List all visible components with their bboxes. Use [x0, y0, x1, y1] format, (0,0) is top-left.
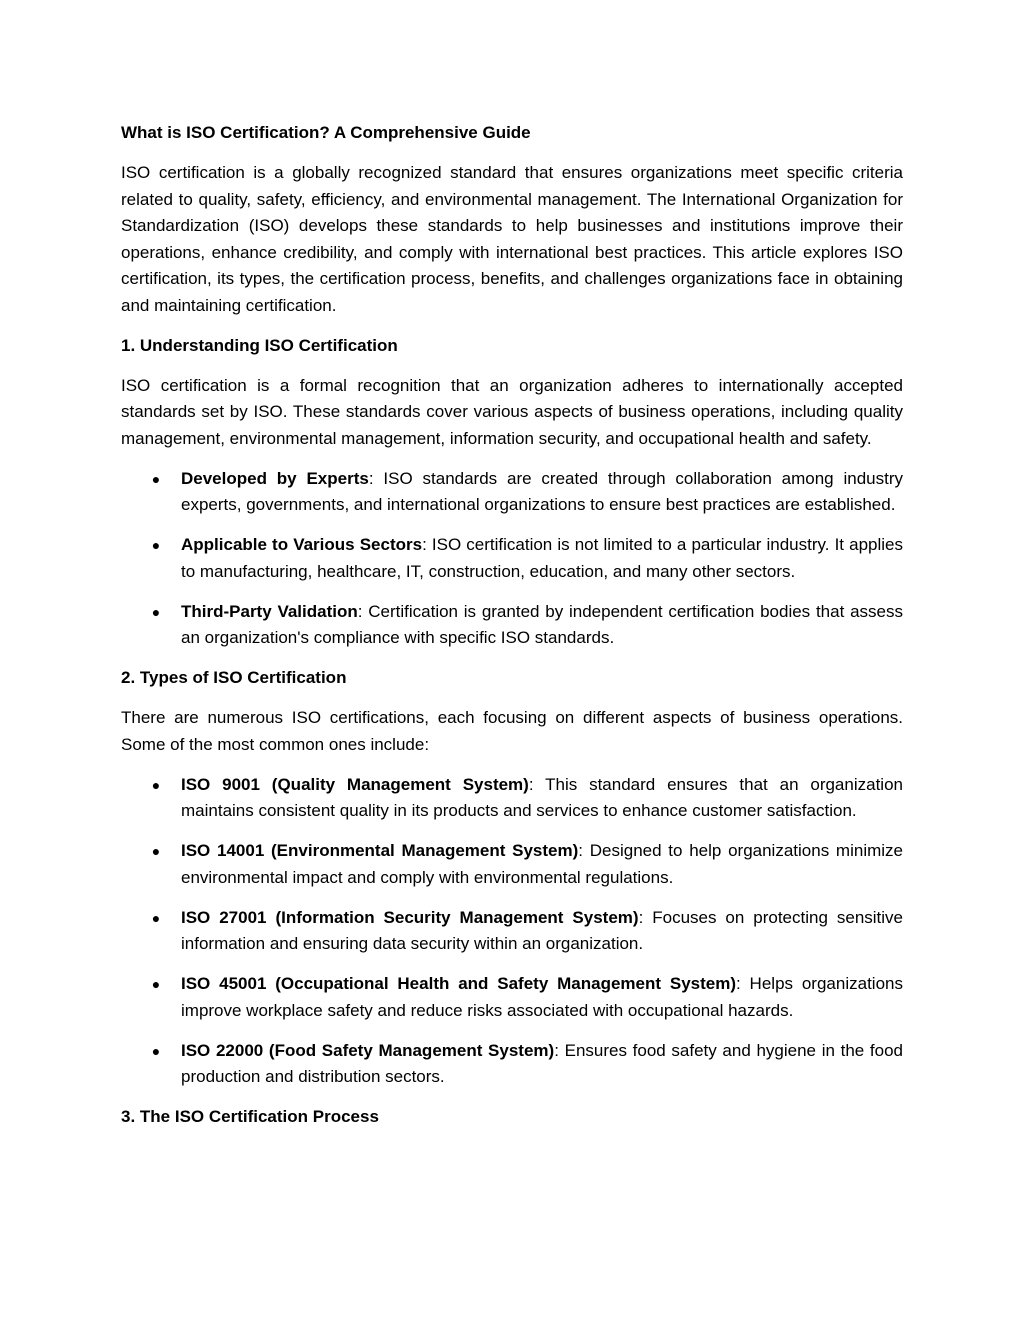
list-item — [121, 772, 903, 825]
bullet-text: : Certification is granted by independent certification bodies that assess an organization's compliance with specific ISO standards. — [181, 601, 903, 647]
bullet-term: ISO 27001 (Information Security Management System) — [181, 907, 639, 927]
bullet-icon: ● — [151, 537, 161, 553]
section-heading-types: 2. Types of ISO Certification — [121, 668, 347, 687]
bullet-icon: ● — [151, 909, 161, 926]
bullet-text: : Focuses on protecting sensitive information and ensuring data security within an organization. — [181, 907, 904, 953]
document-title: What is ISO Certification? A Comprehensive Guide — [121, 123, 531, 142]
section-heading-process: 3. The ISO Certification Process — [121, 1107, 379, 1126]
bullet-icon: ● — [151, 470, 161, 487]
bullet-term: ISO 14001 (Environmental Management System) — [181, 841, 579, 860]
bullet-text: : Designed to help organizations minimize environmental impact and comply with environmental regulations. — [181, 841, 903, 887]
bullet-icon: ● — [151, 843, 161, 859]
list-item — [121, 599, 903, 652]
bullet-term: Developed by Experts — [181, 468, 369, 488]
bullet-text: : ISO certification is not limited to a particular industry. It applies to manufacturing, healthcare, IT, construction, education, and many other sectors. — [181, 535, 903, 581]
bullet-term: ISO 22000 (Food Safety Management System) — [181, 1040, 555, 1060]
list-item — [121, 971, 903, 1024]
bullet-icon: ● — [151, 776, 161, 793]
types-bullet-list — [121, 772, 903, 1091]
bullet-term: ISO 9001 (Quality Management System) — [181, 774, 529, 794]
document-body — [121, 120, 903, 1144]
list-item — [121, 838, 903, 891]
bullet-term: Applicable to Various Sectors — [181, 535, 423, 554]
section-paragraph-types: There are numerous ISO certifications, each focusing on different aspects of business operations. Some of the most common ones include: — [121, 708, 903, 754]
understanding-bullet-list — [121, 466, 903, 652]
bullet-icon: ● — [151, 603, 161, 620]
bullet-text: : ISO standards are created through collaboration among industry experts, governments, and international organizations to ensure best practices are established. — [181, 468, 903, 514]
bullet-icon: ● — [151, 1042, 161, 1059]
bullet-icon: ● — [151, 976, 161, 992]
section-paragraph-understanding: ISO certification is a formal recognition that an organization adheres to internationally accepted standards set by ISO. These standards cover various aspects of business operations, including quality management, environmental management, information security, and occupational health and safety. — [121, 375, 903, 448]
bullet-term: ISO 45001 (Occupational Health and Safety Management System) — [181, 974, 736, 993]
bullet-text: : Helps organizations improve workplace safety and reduce risks associated with occupational hazards. — [181, 974, 903, 1020]
section-heading-understanding: 1. Understanding ISO Certification — [121, 335, 398, 355]
list-item — [121, 1038, 903, 1091]
bullet-term: Third-Party Validation — [181, 601, 358, 621]
list-item — [121, 532, 903, 585]
bullet-text: : Ensures food safety and hygiene in the food production and distribution sectors. — [181, 1040, 903, 1086]
list-item — [121, 466, 903, 519]
list-item — [121, 905, 903, 958]
intro-paragraph: ISO certification is a globally recognized standard that ensures organizations meet specific criteria related to quality, safety, efficiency, and environmental management. The International Organization for Standardization (ISO) develops these standards to help businesses and institutions improve their operations, enhance credibility, and comply with international best practices. This article explores ISO certification, its types, the certification process, benefits, and challenges organizations face in obtaining and maintaining certification. — [121, 163, 903, 315]
bullet-text: : This standard ensures that an organization maintains consistent quality in its products and services to enhance customer satisfaction. — [181, 774, 903, 820]
